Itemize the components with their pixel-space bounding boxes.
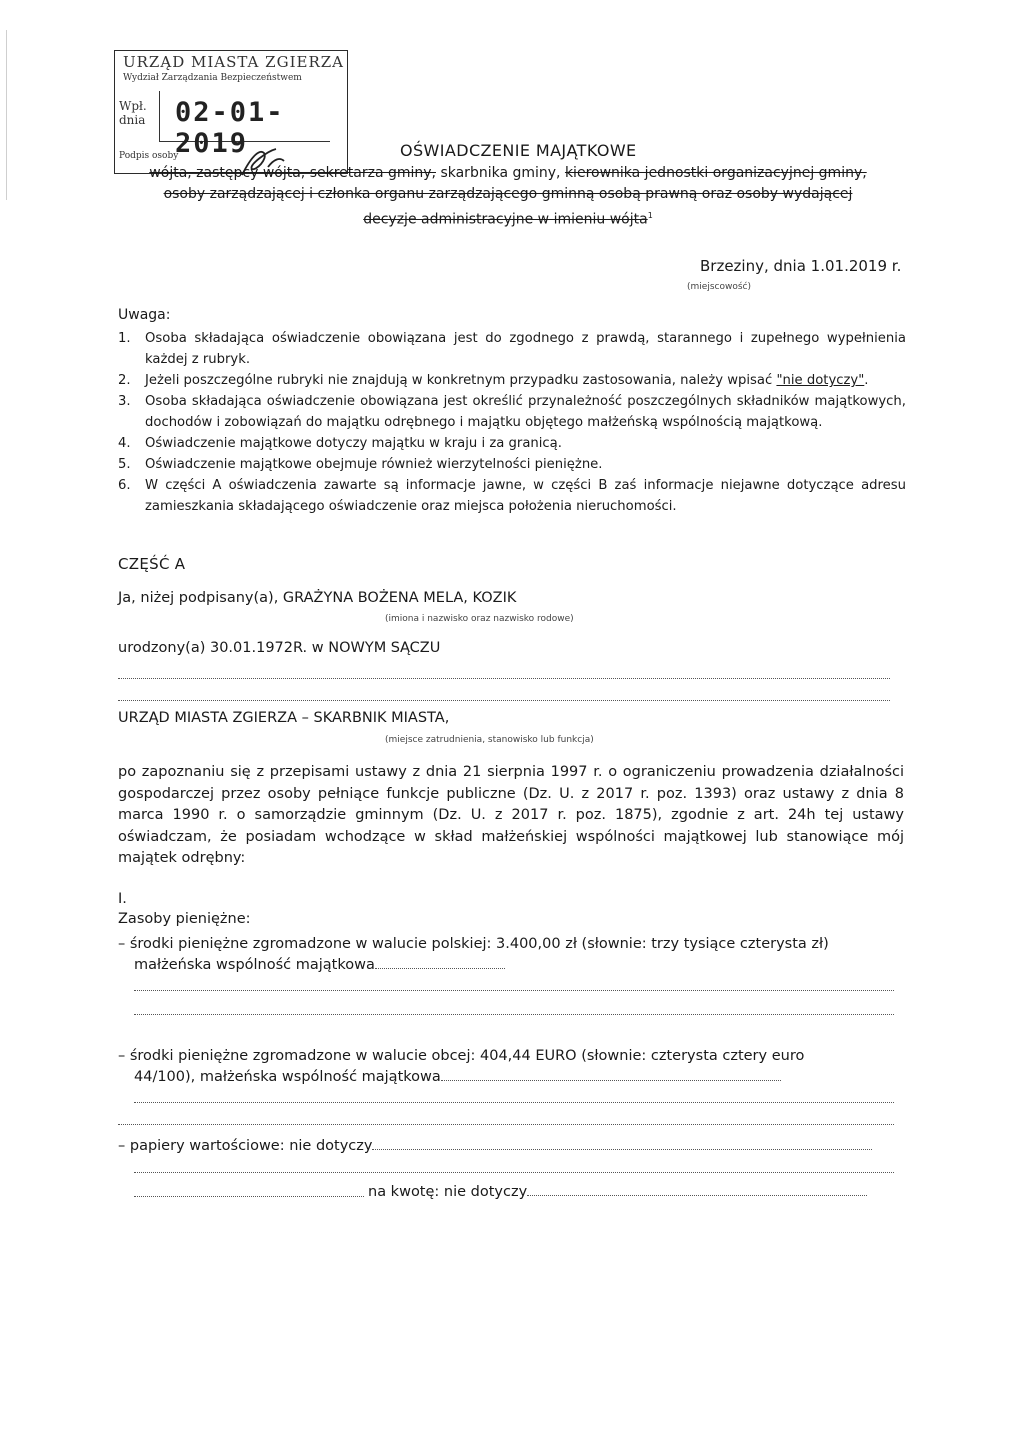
part-a-heading: CZĘŚĆ A (118, 555, 186, 573)
document-subtitle (118, 163, 898, 231)
dotted-fill (527, 1195, 867, 1196)
note-number: 4. (118, 436, 131, 451)
place-hint: (miejscowość) (687, 282, 751, 292)
stamp-wpl-label (119, 99, 147, 127)
note-text: Osoba składająca oświadczenie obowiązana jest do zgodnego z prawdą, starannego i zupełnego wypełnienia każdej z rubryk. (145, 331, 906, 367)
note-item (118, 433, 906, 454)
note-text-tail: . (864, 373, 869, 388)
note-text: Osoba składająca oświadczenie obowiązana jest określić przynależność poszczególnych składników majątkowych, dochodów i zobowiązań do majątku odrębnego i majątku objętego małżeńską wspólnością majątkową. (145, 394, 906, 430)
section-number: I. (118, 891, 127, 907)
pln-ownership-text: małżeńska wspólność majątkowa (134, 957, 375, 973)
stamp-signature-label: Podpis osoby (119, 151, 179, 161)
note-item (118, 475, 906, 517)
blank-dotted-line (118, 700, 890, 701)
note-number: 2. (118, 373, 131, 388)
note-text: Oświadczenie majątkowe obejmuje również wierzytelności pieniężne. (145, 457, 603, 472)
note-text: W części A oświadczenia zawarte są informacje jawne, w części B zaś informacje niejawne dotyczące adresu zamieszkania składającego oświadczenie oraz miejsca położenia nieruchomości. (145, 478, 906, 514)
foreign-ownership-text: 44/100), małżeńska wspólność majątkowa (134, 1069, 441, 1085)
employment-line: URZĄD MIASTA ZGIERZA – SKARBNIK MIASTA, (118, 710, 450, 726)
notes-list (118, 328, 906, 517)
legal-basis-paragraph: po zapoznaniu się z przepisami ustawy z dnia 21 sierpnia 1997 r. o ograniczeniu prowadzenia działalności gospodarczej przez osoby pełniące funkcje publiczne (Dz. U. z 2017 r. poz. 1393) oraz ustawy z dnia 8 marca 1990 r. o samorządzie gminnym (Dz. U. z 2017 r. poz. 1875), zgodnie z art. 24h tej ustawy oświadczam, że posiadam wchodzące w skład małżeńskiej wspólności majątkowej lub stanowiące mój majątek odrębny: (118, 764, 904, 866)
note-text: Oświadczenie majątkowe dotyczy majątku w kraju i za granicą. (145, 436, 562, 451)
note-item (118, 328, 906, 370)
note-number: 3. (118, 394, 131, 409)
stamp-dnia-text: dnia (119, 113, 146, 127)
dotted-fill (441, 1080, 781, 1081)
note-text (145, 370, 906, 391)
blank-dotted-line (134, 1014, 894, 1015)
subtitle-struck-line-3: decyzje administracyjne w imieniu wójta (363, 211, 648, 228)
registration-stamp (114, 50, 348, 174)
dotted-fill (372, 1149, 872, 1150)
stamp-date: 02-01-2019 (175, 97, 285, 159)
pln-funds-ownership (134, 955, 894, 976)
note-underlined-text: "nie dotyczy" (776, 373, 865, 388)
securities-text: – papiery wartościowe: nie dotyczy (118, 1138, 373, 1154)
amount-line (368, 1182, 888, 1203)
securities-line (118, 1136, 878, 1157)
note-number: 5. (118, 457, 131, 472)
pln-funds-line: – środki pieniężne zgromadzone w walucie polskiej: 3.400,00 zł (słownie: trzy tysiące czterysta zł) (118, 936, 829, 952)
blank-dotted-line (134, 1172, 894, 1173)
subtitle-kept-part: skarbnika gminy, (436, 165, 565, 181)
note-number: 1. (118, 331, 131, 346)
stamp-wpl-text: Wpł. (119, 99, 147, 113)
dotted-fill (375, 968, 505, 969)
declarant-name-line: Ja, niżej podpisany(a), GRAŻYNA BOŻENA MELA, KOZIK (118, 590, 517, 606)
blank-dotted-line (134, 1196, 364, 1197)
birth-line: urodzony(a) 30.01.1972R. w NOWYM SĄCZU (118, 640, 441, 656)
note-text-main: Jeżeli poszczególne rubryki nie znajdują w konkretnym przypadku zastosowania, należy wpisać (145, 373, 777, 388)
stamp-subtitle: Wydział Zarządzania Bezpieczeństwem (123, 73, 302, 83)
blank-dotted-line (134, 1102, 894, 1103)
blank-dotted-line (118, 1124, 894, 1125)
note-item (118, 370, 906, 391)
employment-hint: (miejsce zatrudnienia, stanowisko lub funkcja) (385, 735, 594, 745)
subtitle-struck-part-1: wójta, zastępcy wójta, sekretarza gminy, (149, 165, 436, 181)
blank-dotted-line (134, 990, 894, 991)
stamp-title: URZĄD MIASTA ZGIERZA (123, 53, 344, 71)
subtitle-struck-part-2: kierownika jednostki organizacyjnej gminy, (564, 165, 867, 181)
note-number: 6. (118, 478, 131, 493)
foreign-funds-line: – środki pieniężne zgromadzone w walucie obcej: 404,44 EURO (słownie: czterysta cztery euro (118, 1048, 805, 1064)
place-date: Brzeziny, dnia 1.01.2019 r. (700, 257, 902, 275)
blank-dotted-line (118, 678, 890, 679)
notes-heading: Uwaga: (118, 307, 171, 323)
name-hint: (imiona i nazwisko oraz nazwisko rodowe) (385, 614, 574, 624)
note-item (118, 454, 906, 475)
scan-edge-line (6, 30, 7, 200)
subtitle-struck-line-2: osoby zarządzającej i członka organu zarządzającego gminną osobą prawną oraz osoby wydającej (163, 186, 853, 202)
section-heading: Zasoby pieniężne: (118, 911, 251, 927)
foreign-funds-ownership (134, 1067, 894, 1088)
amount-text: na kwotę: nie dotyczy (368, 1184, 528, 1200)
document-title: OŚWIADCZENIE MAJĄTKOWE (400, 141, 637, 160)
footnote-mark: 1 (647, 211, 653, 220)
note-item (118, 391, 906, 433)
